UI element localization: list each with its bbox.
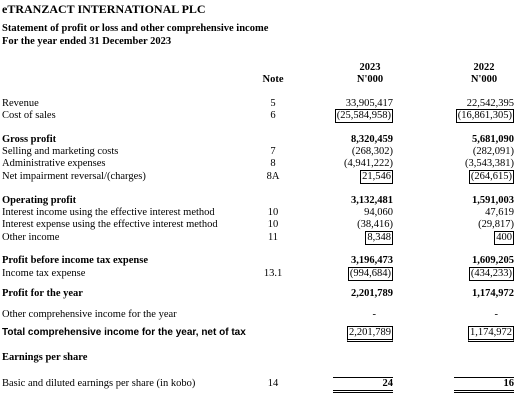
row-value-2023: (38,416) [357,219,393,230]
company-name: eTRANZACT INTERNATIONAL PLC [2,2,206,16]
row-note: 13.1 [263,268,283,279]
row-value-2022: 1,591,003 [472,195,514,206]
row-value-2022: 47,619 [485,207,514,218]
row-value-2022: 1,609,205 [472,255,514,266]
eps-heading: Earnings per share [2,352,88,363]
row-value-2023: 2,201,789 [347,326,393,342]
row-value-2022: (29,817) [478,219,514,230]
row-note: 10 [267,219,279,230]
year-2023-unit: N'000 [356,74,384,85]
row-value-2022: (264,615) [470,171,512,182]
row-note: 7 [270,146,276,157]
row-label: Revenue [2,98,39,109]
row-value-2022: 22,542,395 [466,98,514,109]
row-value-2022: 400 [496,232,512,243]
year-2022-unit: N'000 [470,74,498,85]
row-label: Net impairment reversal/(charges) [2,171,146,182]
row-value-2023: (25,584,958) [336,110,391,121]
row-value-2023: (268,302) [351,146,393,157]
year-2023-header: 2023 [359,62,381,73]
row-label: Other income [2,232,60,243]
row-value-2022: 16 [454,377,514,393]
row-label: Selling and marketing costs [2,146,119,157]
row-value-2023: 24 [333,377,393,393]
row-value-2022: (3,543,381) [465,158,514,169]
row-label: Cost of sales [2,110,56,121]
row-value-2023: 3,196,473 [351,255,393,266]
row-value-2023: 94,060 [364,207,393,218]
row-value-2022: - [494,309,498,320]
row-value-2023: 21,546 [362,171,391,182]
row-value-2023: 8,348 [367,232,391,243]
row-label: Basic and diluted earnings per share (in kobo) [2,378,196,389]
statement-title: Statement of profit or loss and other comprehensive income [2,23,269,34]
row-value-2023: 8,320,459 [351,134,393,145]
row-value-2022: 5,681,090 [472,134,514,145]
row-label: Administrative expenses [2,158,106,169]
row-note: 10 [267,207,279,218]
note-header: Note [262,74,284,85]
row-value-2023: 2,201,789 [351,288,393,299]
row-note: 14 [267,378,279,389]
row-label: Profit for the year [2,288,83,299]
row-label: Profit before income tax expense [2,255,148,266]
row-value-2022: 1,174,972 [468,326,514,342]
row-value-2023: - [372,309,376,320]
row-value-2022: 1,174,972 [472,288,514,299]
row-label: Interest expense using the effective interest method [2,219,218,230]
row-label: Gross profit [2,134,57,145]
row-note: 8 [270,158,276,169]
row-note: 8A [266,171,280,182]
row-label: Operating profit [2,195,77,206]
row-note: 11 [267,232,279,243]
row-value-2023: (994,684) [349,268,391,279]
row-note: 5 [270,98,276,109]
year-2022-header: 2022 [473,62,495,73]
row-value-2022: (16,861,305) [457,110,512,121]
row-value-2023: 33,905,417 [345,98,393,109]
row-value-2022: (282,091) [472,146,514,157]
row-label: Income tax expense [2,268,86,279]
row-value-2022: (434,233) [470,268,512,279]
row-value-2023: (4,941,222) [344,158,393,169]
row-label: Total comprehensive income for the year, net of tax [2,327,246,338]
row-value-2023: 3,132,481 [351,195,393,206]
row-label: Other comprehensive income for the year [2,309,177,320]
row-label: Interest income using the effective interest method [2,207,215,218]
row-note: 6 [270,110,276,121]
period-label: For the year ended 31 December 2023 [2,36,172,47]
